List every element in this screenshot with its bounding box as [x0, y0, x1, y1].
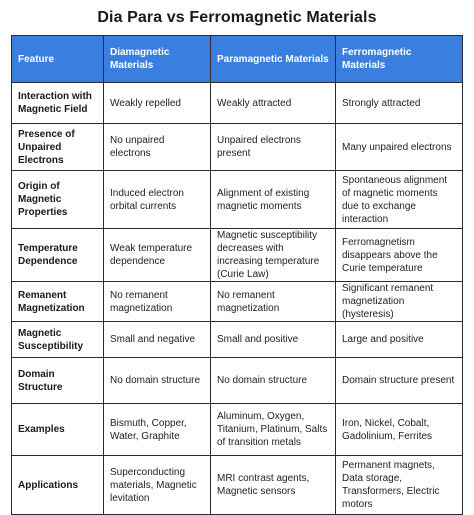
table-row [12, 282, 463, 322]
ferromagnetic-cell: Many unpaired electrons [336, 124, 463, 171]
table-row [12, 322, 463, 358]
comparison-table [11, 35, 463, 515]
ferromagnetic-cell: Strongly attracted [336, 83, 463, 124]
feature-cell: Interaction with Magnetic Field [12, 83, 104, 124]
table-row [12, 229, 463, 282]
ferromagnetic-cell: Iron, Nickel, Cobalt, Gadolinium, Ferrites [336, 404, 463, 456]
paramagnetic-cell: No domain structure [211, 358, 336, 404]
table-row [12, 83, 463, 124]
feature-cell: Origin of Magnetic Properties [12, 171, 104, 229]
paramagnetic-cell: No remanent magnetization [211, 282, 336, 322]
table-row [12, 124, 463, 171]
paramagnetic-cell: Magnetic susceptibility decreases with increasing temperature (Curie Law) [211, 229, 336, 282]
table-row [12, 456, 463, 515]
paramagnetic-cell: Small and positive [211, 322, 336, 358]
feature-cell: Magnetic Susceptibility [12, 322, 104, 358]
diamagnetic-cell: Weak temperature dependence [104, 229, 211, 282]
ferromagnetic-cell: Domain structure present [336, 358, 463, 404]
page-title: Dia Para vs Ferromagnetic Materials [97, 9, 377, 26]
paramagnetic-cell: Weakly attracted [211, 83, 336, 124]
header-ferromagnetic: Ferromagnetic Materials [336, 36, 463, 83]
diamagnetic-cell: Small and negative [104, 322, 211, 358]
paramagnetic-cell: Alignment of existing magnetic moments [211, 171, 336, 229]
ferromagnetic-cell: Ferromagnetism disappears above the Curie temperature [336, 229, 463, 282]
paramagnetic-cell: Aluminum, Oxygen, Titanium, Platinum, Salts of transition metals [211, 404, 336, 456]
header-paramagnetic: Paramagnetic Materials [211, 36, 336, 83]
header-diamagnetic: Diamagnetic Materials [104, 36, 211, 83]
ferromagnetic-cell: Large and positive [336, 322, 463, 358]
diamagnetic-cell: Weakly repelled [104, 83, 211, 124]
table-row [12, 358, 463, 404]
ferromagnetic-cell: Spontaneous alignment of magnetic moments due to exchange interaction [336, 171, 463, 229]
header-feature: Feature [12, 36, 104, 83]
paramagnetic-cell: Unpaired electrons present [211, 124, 336, 171]
table-row [12, 404, 463, 456]
table-header-row [12, 36, 463, 83]
diamagnetic-cell: No unpaired electrons [104, 124, 211, 171]
diamagnetic-cell: Induced electron orbital currents [104, 171, 211, 229]
feature-cell: Presence of Unpaired Electrons [12, 124, 104, 171]
diamagnetic-cell: No domain structure [104, 358, 211, 404]
feature-cell: Domain Structure [12, 358, 104, 404]
feature-cell: Remanent Magnetization [12, 282, 104, 322]
diamagnetic-cell: Superconducting materials, Magnetic levitation [104, 456, 211, 515]
feature-cell: Temperature Dependence [12, 229, 104, 282]
diamagnetic-cell: No remanent magnetization [104, 282, 211, 322]
ferromagnetic-cell: Permanent magnets, Data storage, Transformers, Electric motors [336, 456, 463, 515]
feature-cell: Examples [12, 404, 104, 456]
feature-cell: Applications [12, 456, 104, 515]
diamagnetic-cell: Bismuth, Copper, Water, Graphite [104, 404, 211, 456]
paramagnetic-cell: MRI contrast agents, Magnetic sensors [211, 456, 336, 515]
table-row [12, 171, 463, 229]
ferromagnetic-cell: Significant remanent magnetization (hysteresis) [336, 282, 463, 322]
